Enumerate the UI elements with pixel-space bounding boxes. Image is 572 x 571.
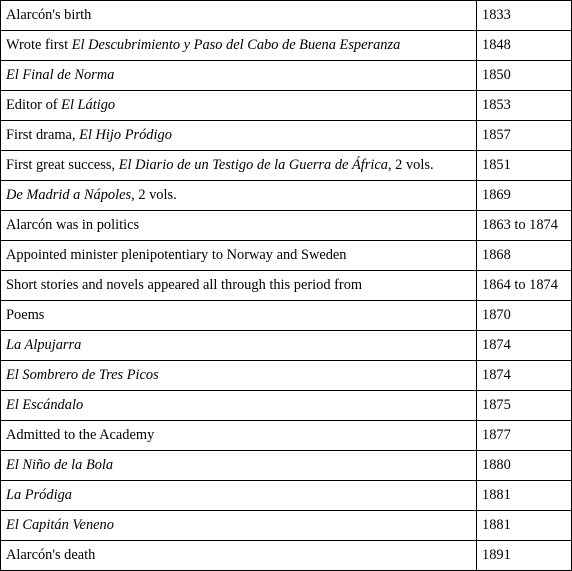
event-cell <box>1 331 477 361</box>
date-cell: 1875 <box>477 391 572 421</box>
table-row <box>1 121 572 151</box>
work-title: La Alpujarra <box>6 337 82 353</box>
event-cell <box>1 391 477 421</box>
event-cell <box>1 151 477 181</box>
event-text: Poems <box>6 307 45 323</box>
event-cell <box>1 421 477 451</box>
table-row <box>1 541 572 571</box>
event-text: Admitted to the Academy <box>6 427 155 443</box>
work-title: El Sombrero de Tres Picos <box>6 367 159 383</box>
event-cell <box>1 241 477 271</box>
event-text: Editor of <box>6 97 62 113</box>
event-cell <box>1 451 477 481</box>
table-row <box>1 361 572 391</box>
event-text: Alarcón's death <box>6 547 96 563</box>
date-cell: 1851 <box>477 151 572 181</box>
date-cell: 1833 <box>477 1 572 31</box>
event-text: First drama, <box>6 127 80 143</box>
event-cell <box>1 61 477 91</box>
work-title: El Látigo <box>61 97 116 113</box>
event-cell <box>1 121 477 151</box>
date-cell: 1870 <box>477 301 572 331</box>
date-cell: 1850 <box>477 61 572 91</box>
event-cell <box>1 541 477 571</box>
table-row <box>1 211 572 241</box>
event-cell <box>1 361 477 391</box>
table-row <box>1 421 572 451</box>
work-title: El Niño de la Bola <box>6 457 114 473</box>
date-cell: 1874 <box>477 331 572 361</box>
event-text: , 2 vols. <box>387 157 434 173</box>
event-cell <box>1 301 477 331</box>
date-cell: 1881 <box>477 511 572 541</box>
table-row <box>1 181 572 211</box>
date-cell: 1877 <box>477 421 572 451</box>
work-title: El Descubrimiento y Paso del Cabo de Buena Esperanza <box>71 37 401 53</box>
date-cell: 1863 to 1874 <box>477 211 572 241</box>
event-cell <box>1 1 477 31</box>
date-cell: 1857 <box>477 121 572 151</box>
work-title: La Pródiga <box>6 487 72 503</box>
table-row <box>1 91 572 121</box>
work-title: El Hijo Pródigo <box>79 127 172 143</box>
work-title: El Diario de un Testigo de la Guerra de África <box>118 157 388 173</box>
event-text: First great success, <box>6 157 119 173</box>
date-cell: 1891 <box>477 541 572 571</box>
event-text: Short stories and novels appeared all through this period from <box>6 277 363 293</box>
table-row <box>1 301 572 331</box>
event-text: Alarcón's birth <box>6 7 92 23</box>
event-cell <box>1 91 477 121</box>
work-title: De Madrid a Nápoles <box>6 187 132 203</box>
date-cell: 1868 <box>477 241 572 271</box>
date-cell: 1853 <box>477 91 572 121</box>
table-row <box>1 331 572 361</box>
table-row <box>1 511 572 541</box>
work-title: El Final de Norma <box>6 67 115 83</box>
table-row <box>1 481 572 511</box>
event-text: Appointed minister plenipotentiary to Norway and Sweden <box>6 247 347 263</box>
table-row <box>1 241 572 271</box>
chronology-table-body <box>1 1 572 571</box>
date-cell: 1874 <box>477 361 572 391</box>
table-row <box>1 151 572 181</box>
event-text: , 2 vols. <box>131 187 177 203</box>
table-row <box>1 61 572 91</box>
table-row <box>1 391 572 421</box>
table-row <box>1 31 572 61</box>
event-text: Alarcón was in politics <box>6 217 140 233</box>
table-row <box>1 451 572 481</box>
event-cell <box>1 31 477 61</box>
work-title: El Capitán Veneno <box>6 517 114 533</box>
date-cell: 1864 to 1874 <box>477 271 572 301</box>
event-cell <box>1 181 477 211</box>
work-title: El Escándalo <box>6 397 84 413</box>
event-cell <box>1 211 477 241</box>
table-row <box>1 1 572 31</box>
event-cell <box>1 271 477 301</box>
table-row <box>1 271 572 301</box>
date-cell: 1881 <box>477 481 572 511</box>
event-cell <box>1 481 477 511</box>
date-cell: 1848 <box>477 31 572 61</box>
date-cell: 1880 <box>477 451 572 481</box>
date-cell: 1869 <box>477 181 572 211</box>
event-cell <box>1 511 477 541</box>
event-text: Wrote first <box>6 37 72 53</box>
